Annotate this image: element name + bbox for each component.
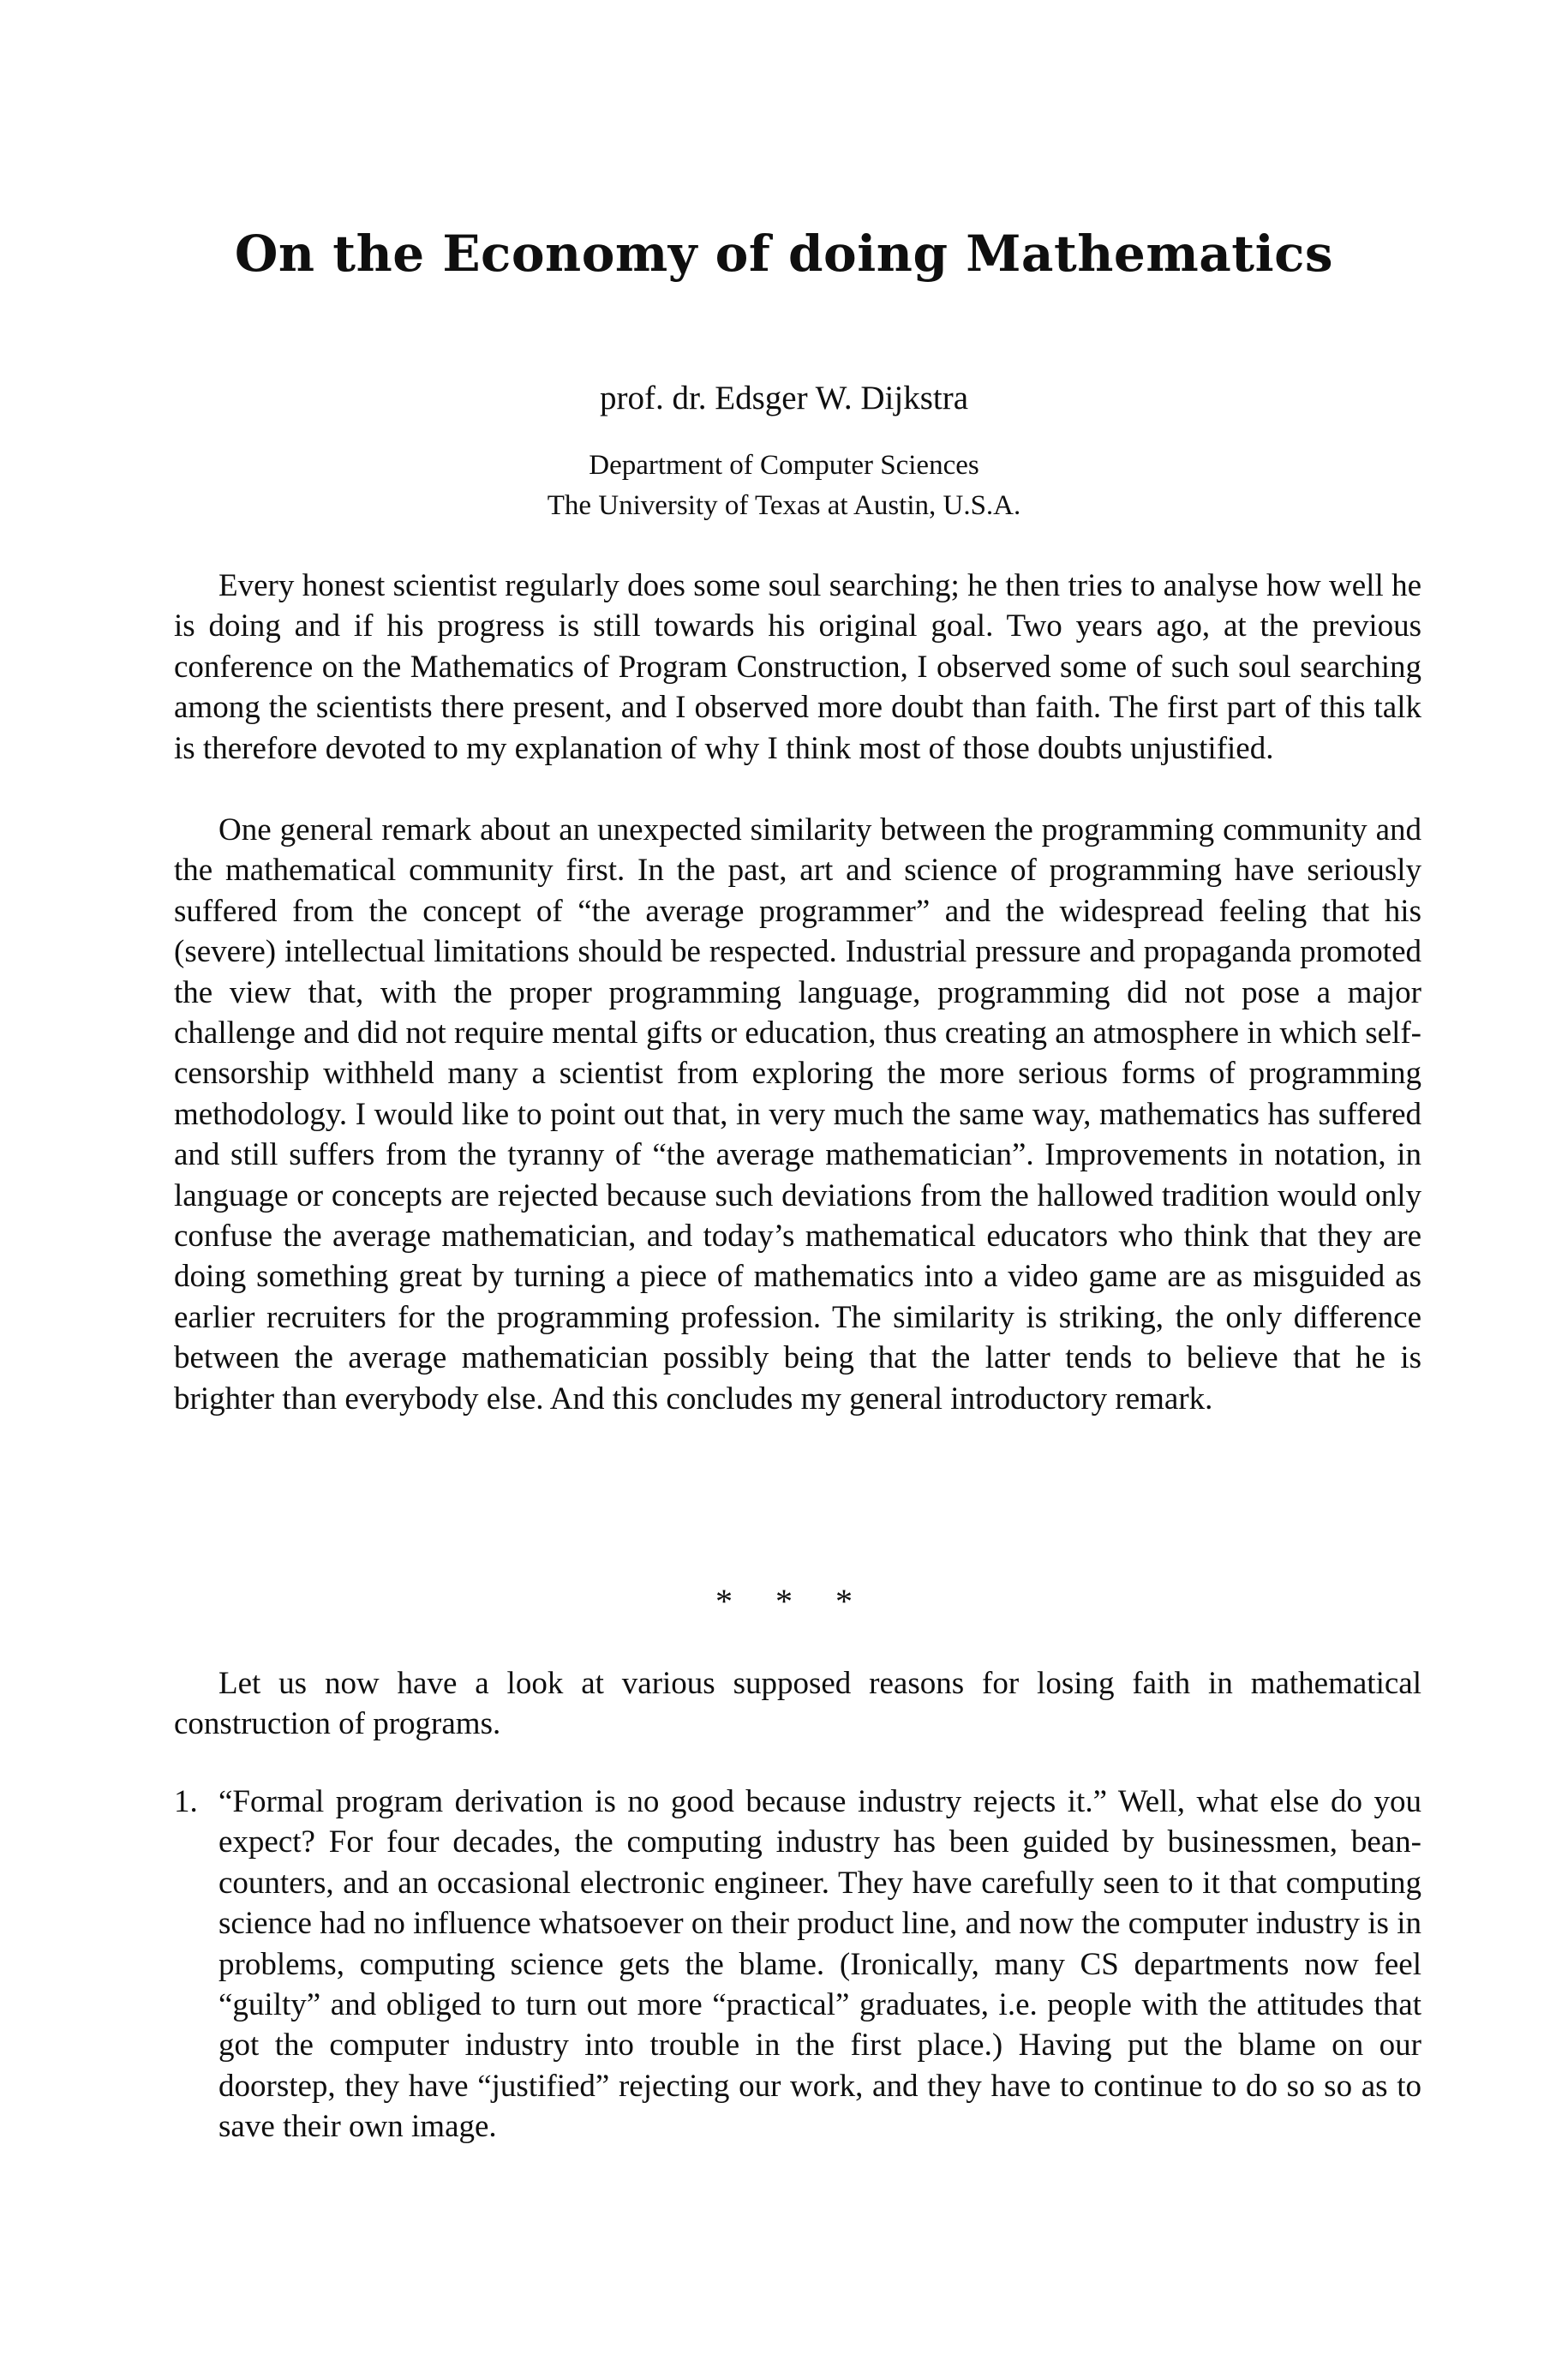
body-section-3 (174, 1663, 1421, 1745)
affiliation-university: The University of Texas at Austin, U.S.A. (547, 490, 1021, 521)
section-intro-paragraph: Let us now have a look at various supposed reasons for losing faith in mathematical construction of programs. (174, 1666, 1421, 1742)
author-name: prof. dr. Edsger W. Dijkstra (599, 380, 969, 416)
author-affiliation (0, 446, 1568, 526)
paragraph: Every honest scientist regularly does some soul searching; he then tries to analyse how well he is doing and if his progress is still towards his original goal. Two years ago, at the previous conference on the Mathematics of Program Construction, I observed some of such soul searching among the scientists there present, and I observed more doubt than faith. The first part of this talk is therefore devoted to my explanation of why I think most of those doubts unjustified. (174, 568, 1421, 766)
list-item (174, 1782, 1421, 2147)
body-section-2 (174, 810, 1421, 1419)
list-item-number: 1. (174, 1784, 198, 1819)
affiliation-department: Department of Computer Sciences (589, 450, 979, 481)
body-section-1 (174, 566, 1421, 769)
list-item-text: “Formal program derivation is no good because industry rejects it.” Well, what else do you expect? For four decades, the computing industry has been guided by businessmen, bean-counters, and an occasional electronic engineer. They have carefully seen to it that computing science had no influence whatsoever on their product line, and now the computer industry is in problems, computing science gets the blame. (Ironically, many CS departments now feel “guilty” and obliged to turn out more “practical” graduates, i.e. people with the attitudes that got the computer industry into trouble in the first place.) Having put the blame on our doorstep, they have “justified” rejecting our work, and they have to continue to do so so as to save their own image. (218, 1784, 1421, 2145)
section-separator: * * * (715, 1582, 853, 1620)
paragraph: One general remark about an unexpected similarity between the programming community and the mathematical community first. In the past, art and science of programming have seriously suffered from the concept of “the average programmer” and the widespread feeling that his (severe) intellectual limitations should be respected. Industrial pressure and propaganda promoted the view that, with the proper programming language, programming did not pose a major challenge and did not require mental gifts or education, thus creating an atmosphere in which self-censorship withheld many a scientist from exploring the more serious forms of programming methodology. I would like to point out that, in very much the same way, mathematics has suffered and still suffers from the tyranny of “the average mathematician”. Improvements in notation, in language or concepts are rejected because such deviations from the hallowed tradition would only confuse the average mathematician, and today’s mathematical educators who think that they are doing something great by turning a piece of mathematics into a video game are as misguided as earlier recruiters for the programming profession. The similarity is striking, the only difference between the average mathematician possibly being that the latter tends to believe that he is brighter than everybody else. And this concludes my general introductory remark. (174, 812, 1421, 1417)
paper-title: On the Economy of doing Mathematics (234, 225, 1334, 283)
